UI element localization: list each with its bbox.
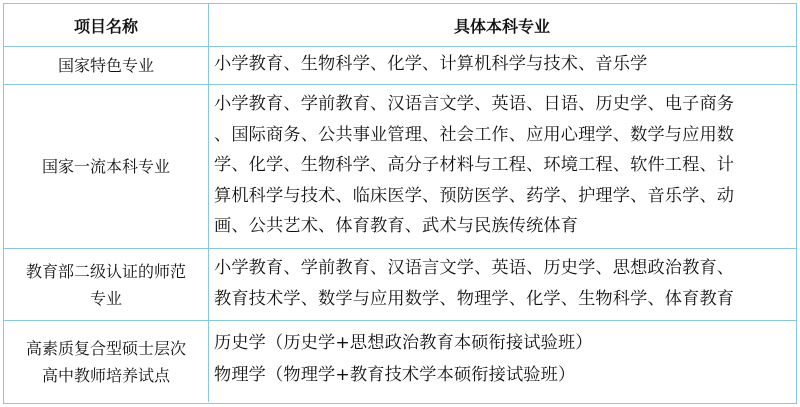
category-cell — [4, 47, 209, 84]
majors-text: 小学教育、学前教育、汉语言文学、英语、历史学、思想政治教育、 教育技术学、数学与应用数学、物理学、化学、生物科学、体育教育 — [214, 258, 735, 309]
table-row — [4, 320, 796, 402]
category-cell — [4, 249, 209, 320]
table-row — [4, 248, 796, 320]
table-header-row — [4, 4, 796, 46]
majors-text: 历史学（历史学+思想政治教育本硕衔接试验班） 物理学（物理学+教育技术学本硕衔接试验班） — [214, 333, 593, 385]
majors-cell — [209, 47, 795, 84]
category-label: 教育部二级认证的师范 专业 — [25, 261, 186, 308]
majors-cell — [209, 321, 795, 402]
table-row — [4, 46, 796, 84]
majors-text: 小学教育、学前教育、汉语言文学、英语、日语、历史学、电子商务 、国际商务、公共事业管理、社会工作、应用心理学、数学与应用数 学、化学、生物科学、高分子材料与工程、环境工程、软件工程、计 算机科学与技术、临床医学、预防医学、药学、护理学、音乐学、动 画、公共艺术、体育教育、武术与民族传统体育 — [214, 94, 735, 237]
category-label: 国家特色专业 — [57, 56, 154, 75]
table-row — [4, 84, 796, 248]
header-specific-majors: 具体本科专业 — [453, 16, 550, 36]
majors-text: 小学教育、生物科学、化学、计算机科学与技术、音乐学 — [214, 54, 648, 74]
category-cell — [4, 85, 209, 248]
header-project-name: 项目名称 — [4, 4, 209, 46]
category-label: 国家一流本科专业 — [41, 157, 170, 176]
majors-cell — [209, 85, 795, 248]
majors-table — [3, 3, 797, 404]
category-cell — [4, 321, 209, 402]
majors-cell — [209, 249, 795, 320]
category-label: 高素质复合型硕士层次 高中教师培养试点 — [25, 338, 186, 385]
